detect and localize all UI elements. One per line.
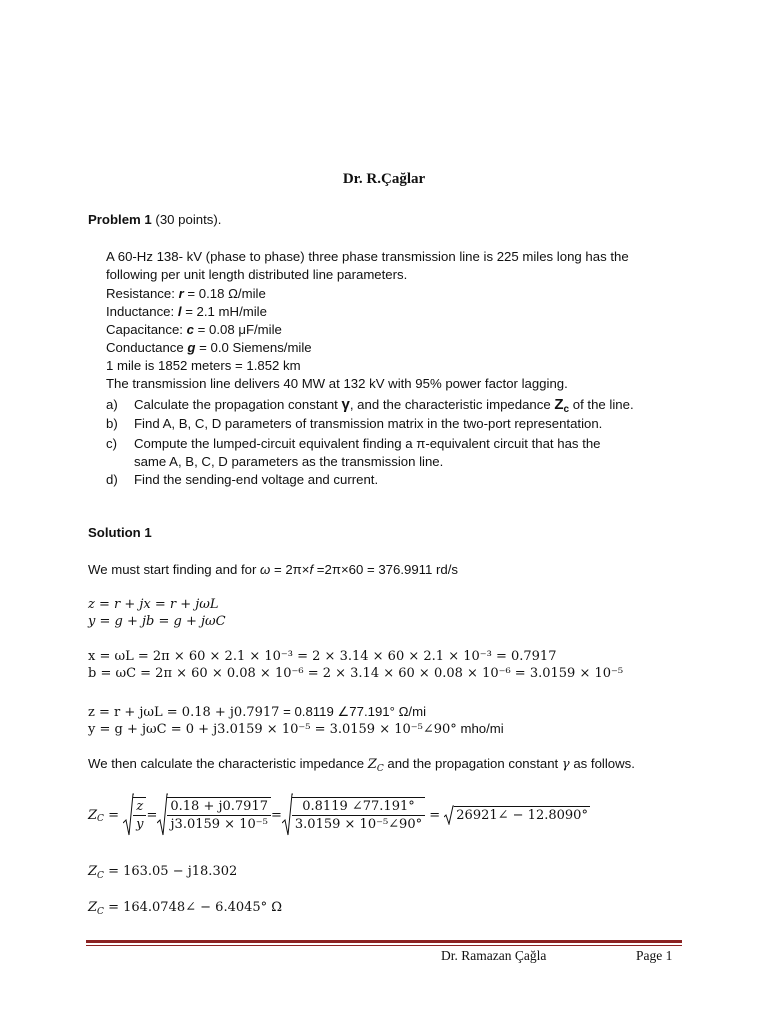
radical-sign-4 xyxy=(444,805,454,825)
start-line-a: We must start finding and for xyxy=(88,562,261,577)
footer-author: Dr. Ramazan Çağla xyxy=(441,948,547,963)
conductance-value: = 0.0 Siemens/mile xyxy=(195,340,312,355)
zc-inline-sub: C xyxy=(376,764,384,774)
resistance-label: Resistance: xyxy=(106,286,179,301)
equation-y: y = g + jb = g + jωC xyxy=(88,614,226,629)
zc-lhs-sub: C xyxy=(97,814,104,824)
item-a-text1: Calculate the propagation constant xyxy=(134,397,342,412)
start-line xyxy=(88,562,458,577)
inductance-line xyxy=(106,303,267,321)
fraction-1-numerator: z xyxy=(133,798,146,816)
calc-line-e: as follows. xyxy=(569,756,635,771)
equation-y-polar-math: y = g + jωC = 0 + j3.0159 × 10⁻⁵ = 3.0159 × 10⁻⁵∠90° xyxy=(88,722,457,737)
zc-equation xyxy=(88,790,590,840)
conductance-label: Conductance xyxy=(106,340,188,355)
problem-heading-bold: Problem 1 xyxy=(88,212,152,227)
fraction-values xyxy=(167,797,271,833)
zc-polar-sub: C xyxy=(97,907,104,917)
fraction-2-numerator: 0.18 + j0.7917 xyxy=(167,798,271,816)
equation-z-polar-math: z = r + jωL = 0.18 + j0.7917 xyxy=(88,705,280,720)
equation-b: b = ωC = 2π × 60 × 0.08 × 10⁻⁶ = 2 × 3.14 × 60 × 0.08 × 10⁻⁶ = 3.0159 × 10⁻⁵ xyxy=(88,666,624,681)
zc-polar-value: = 164.0748∠ − 6.4045° Ω xyxy=(103,900,283,915)
gamma-symbol: γ xyxy=(341,396,350,413)
zc-rect-lhs: Z xyxy=(88,864,98,879)
zc-rect-sub: C xyxy=(97,871,104,881)
resistance-symbol: r xyxy=(178,286,184,301)
zc-equals-1: = xyxy=(103,807,124,823)
inductance-label: Inductance: xyxy=(106,304,178,319)
problem-intro-line2: following per unit length distributed line parameters. xyxy=(106,267,408,282)
footer-page-number: Page 1 xyxy=(636,948,673,963)
zc-rect-value: = 163.05 − j18.302 xyxy=(103,864,238,879)
calc-line-c: and the propagation constant xyxy=(383,756,562,771)
problem-heading xyxy=(88,212,221,227)
item-d-text: Find the sending-end voltage and current. xyxy=(134,472,379,487)
zc-result: 26921∠ − 12.8090° xyxy=(456,808,588,823)
zc-polar-lhs: Z xyxy=(88,900,98,915)
resistance-line xyxy=(106,285,266,303)
page-title: Dr. R.Çağlar xyxy=(342,171,426,187)
inductance-symbol: l xyxy=(177,304,182,319)
zc-equals-3: = xyxy=(271,807,282,823)
calc-line-a: We then calculate the characteristic impedance xyxy=(88,756,368,771)
inductance-value: = 2.1 mH/mile xyxy=(181,304,267,319)
capacitance-symbol: c xyxy=(186,322,194,337)
capacitance-label: Capacitance: xyxy=(106,322,187,337)
start-line-e: =2π×60 = 376.9911 rd/s xyxy=(313,562,459,577)
zc-polar xyxy=(88,900,282,917)
zc-symbol: Z xyxy=(554,396,564,413)
fraction-1-denominator: y xyxy=(136,817,144,832)
fraction-2-denominator: j3.0159 × 10⁻⁵ xyxy=(170,817,268,832)
fraction-z-over-y xyxy=(133,797,146,833)
fraction-3-denominator: 3.0159 × 10⁻⁵∠90° xyxy=(294,817,423,832)
equation-y-polar xyxy=(88,720,504,738)
equation-z-polar-rest: = 0.8119 ∠77.191° Ω/mi xyxy=(279,704,427,719)
item-a-text2: , and the characteristic impedance xyxy=(349,397,555,412)
footer-rule-thin xyxy=(86,945,682,946)
conductance-line xyxy=(106,339,312,357)
item-c-text: Compute the lumped-circuit equivalent finding a π-equivalent circuit that has the xyxy=(134,436,601,451)
zc-rectangular xyxy=(88,864,237,881)
item-c-marker: c) xyxy=(106,436,117,451)
zc-equals-4: = xyxy=(425,807,445,823)
mile-conversion-line: 1 mile is 1852 meters = 1.852 km xyxy=(106,358,301,373)
omega-symbol: ω xyxy=(260,562,271,577)
f-symbol: f xyxy=(309,562,314,577)
capacitance-line xyxy=(106,321,282,339)
calc-line xyxy=(88,756,635,774)
fraction-3-numerator: 0.8119 ∠77.191° xyxy=(292,798,425,816)
item-d-marker: d) xyxy=(106,472,118,487)
item-c-text-cont: same A, B, C, D parameters as the transmission line. xyxy=(134,454,444,469)
equation-z: z = r + jx = r + jωL xyxy=(88,597,219,612)
start-line-c: = 2π× xyxy=(270,562,310,577)
footer-rule-thick xyxy=(86,940,682,943)
problem-intro-line1: A 60-Hz 138- kV (phase to phase) three phase transmission line is 225 miles long has the xyxy=(106,249,629,264)
equation-x: x = ωL = 2π × 60 × 2.1 × 10⁻³ = 2 × 3.14 × 60 × 2.1 × 10⁻³ = 0.7917 xyxy=(88,649,557,664)
sqrt-4 xyxy=(444,805,454,825)
zc-equals-2: = xyxy=(146,807,158,823)
gamma-inline: γ xyxy=(561,757,570,772)
item-a-text3: of the line. xyxy=(569,397,634,412)
delivers-line: The transmission line delivers 40 MW at 132 kV with 95% power factor lagging. xyxy=(106,376,568,391)
zc-inline: Z xyxy=(367,757,377,772)
problem-heading-points: (30 points). xyxy=(151,212,222,227)
capacitance-value: = 0.08 μF/mile xyxy=(193,322,282,337)
zc-subscript: c xyxy=(563,404,570,415)
item-b-text: Find A, B, C, D parameters of transmission matrix in the two-port representation. xyxy=(134,416,603,431)
item-a-marker: a) xyxy=(106,397,118,412)
solution-heading: Solution 1 xyxy=(88,525,152,540)
fraction-polar xyxy=(292,797,425,833)
conductance-symbol: g xyxy=(187,340,196,355)
equation-y-polar-rest: mho/mi xyxy=(456,721,504,736)
item-b-marker: b) xyxy=(106,416,118,431)
equation-z-polar xyxy=(88,703,426,721)
zc-lhs: Z xyxy=(88,807,98,823)
resistance-value: = 0.18 Ω/mile xyxy=(183,286,266,301)
